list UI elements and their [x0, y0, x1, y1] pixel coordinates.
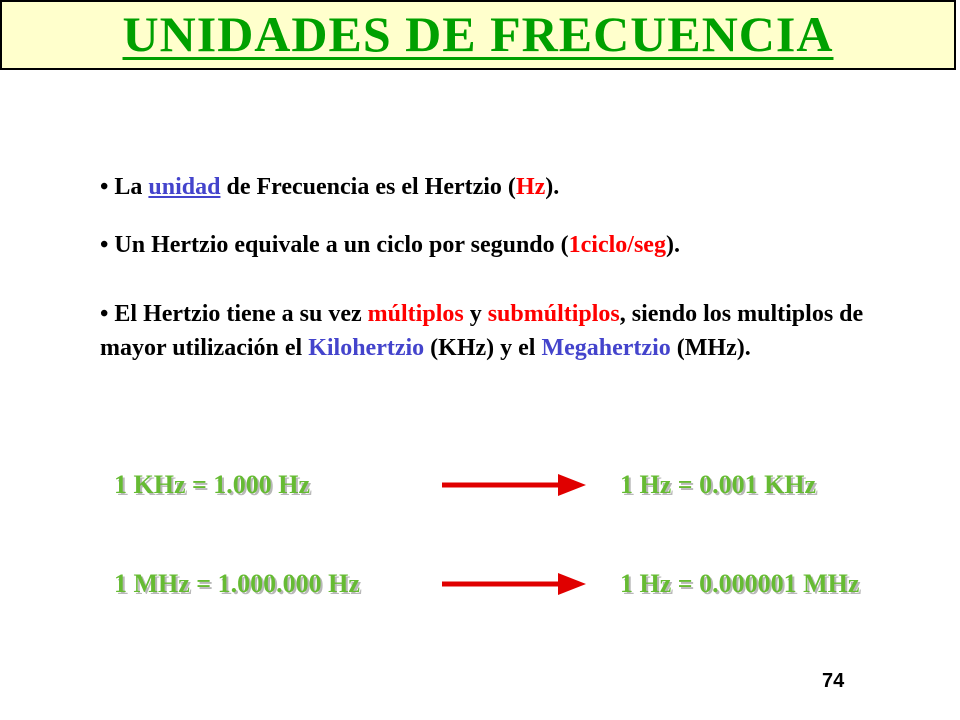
multiplos-term: múltiplos	[367, 301, 464, 327]
bullet-text: La	[108, 174, 149, 200]
bullet-text: ).	[545, 174, 560, 200]
bullet-text: ).	[665, 232, 680, 258]
bullet-text: El Hertzio tiene a su vez	[108, 301, 368, 327]
page-number: 74	[822, 670, 845, 692]
kilohertzio-term: Kilohertzio	[308, 335, 425, 361]
khz-inverse-equation: 1 Hz = 0.001 KHz	[620, 470, 817, 499]
bullet-text: y	[463, 301, 488, 327]
title-box	[0, 0, 956, 70]
mhz-inverse-equation: 1 Hz = 0.000001 MHz	[620, 569, 860, 598]
bullet-multiples	[100, 297, 920, 365]
bullet-marker: •	[100, 301, 109, 327]
megahertzio-term: Megahertzio	[541, 335, 671, 361]
ciclo-term: 1ciclo/seg	[568, 232, 666, 258]
bullet-text: (MHz).	[670, 335, 751, 361]
mhz-equation: 1 MHz = 1.000.000 Hz	[114, 569, 360, 598]
bullet-marker: •	[100, 232, 109, 258]
hz-term: Hz	[515, 174, 546, 200]
bullet-definition	[100, 228, 920, 262]
bullet-marker: •	[100, 174, 109, 200]
bullet-text: (KHz) y el	[424, 335, 542, 361]
bullet-text: Un Hertzio equivale a un ciclo por segundo (	[108, 232, 569, 258]
khz-equation: 1 KHz = 1.000 Hz	[114, 470, 311, 499]
bullet-unit	[100, 170, 920, 204]
unidad-link[interactable]: unidad	[148, 174, 221, 200]
right-arrow-icon	[440, 569, 590, 599]
slide-title: UNIDADES DE FRECUENCIA	[122, 6, 834, 62]
bullet-text: , siendo los multiplos de mayor utilización el	[100, 301, 864, 361]
right-arrow-icon	[440, 470, 590, 500]
submultiplos-term: submúltiplos	[487, 301, 620, 327]
bullet-text: de Frecuencia es el Hertzio (	[220, 174, 516, 200]
